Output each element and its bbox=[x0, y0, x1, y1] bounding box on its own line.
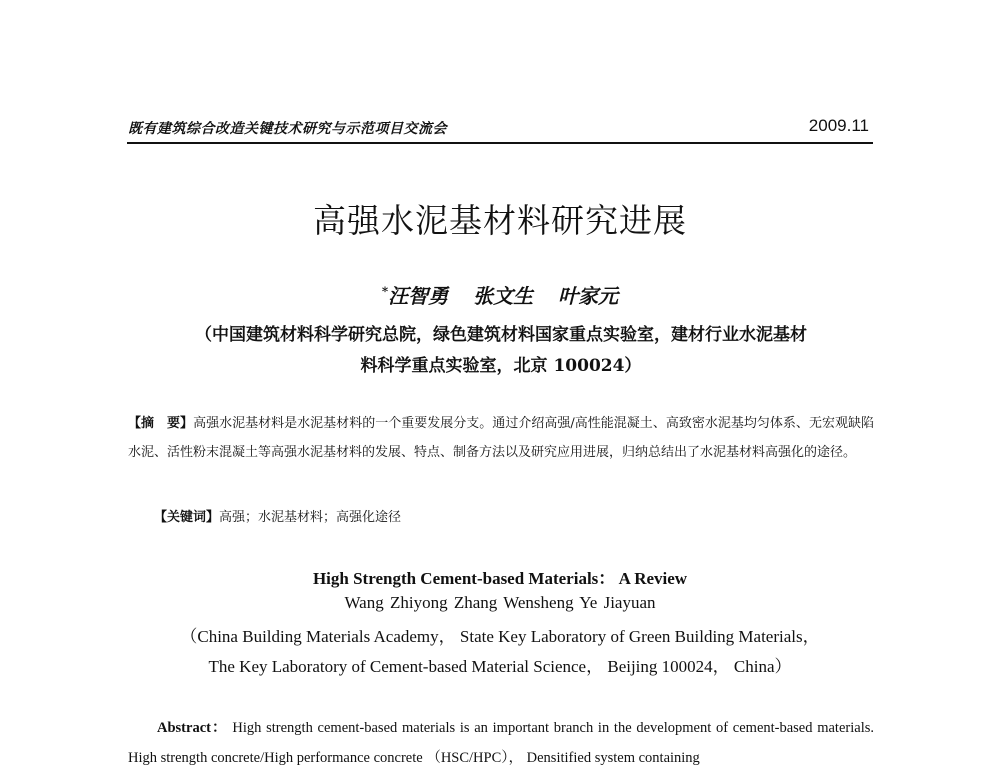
running-header-conference: 既有建筑综合改造关键技术研究与示范项目交流会 bbox=[128, 121, 447, 137]
affiliation-en-line2: The Key Laboratory of Cement-based Material Science， Beijing 100024， China） bbox=[208, 657, 792, 676]
affiliation-zh-line1: （中国建筑材料科学研究总院，绿色建筑材料国家重点实验室，建材行业水泥基材 bbox=[195, 325, 807, 345]
abstract-zh bbox=[128, 409, 874, 467]
abstract-en-text: High strength cement-based materials is an important branch in the development of cement-based materials. High strength concrete/High performance concrete （HSC/HPC）， Densitified system containing bbox=[128, 720, 874, 766]
authors-en: Wang Zhiyong Zhang Wensheng Ye Jiayuan bbox=[344, 593, 656, 612]
keywords-zh-text: 高强；水泥基材料；高强化途径 bbox=[219, 510, 402, 525]
abstract-zh-label: 【摘 要】 bbox=[128, 416, 194, 431]
abstract-en bbox=[128, 713, 874, 773]
paper-title-zh: 高强水泥基材料研究进展 bbox=[313, 201, 687, 240]
affiliation-zh bbox=[128, 320, 874, 382]
running-header-date: 2009.11 bbox=[808, 116, 869, 135]
keywords-zh-label: 【关键词】 bbox=[154, 510, 220, 525]
affiliation-zh-line2: 料科学重点实验室，北京 100024） bbox=[360, 356, 642, 376]
corresponding-author-mark: * bbox=[381, 284, 389, 299]
header-rule bbox=[127, 142, 873, 144]
affiliation-en bbox=[0, 622, 1000, 682]
author-names-zh: 汪智勇 张文生 叶家元 bbox=[388, 284, 619, 308]
paper-title-en: High Strength Cement-based Materials： A Review bbox=[312, 569, 688, 588]
affiliation-en-line1: （China Building Materials Academy， State Key Laboratory of Green Building Materials， bbox=[180, 627, 820, 646]
keywords-zh bbox=[128, 503, 874, 532]
abstract-zh-text: 高强水泥基材料是水泥基材料的一个重要发展分支。通过介绍高强/高性能混凝土、高致密水泥基均匀体系、无宏观缺陷水泥、活性粉末混凝土等高强水泥基材料的发展、特点、制备方法以及研究应用进展，归纳总结出了水泥基材料高强化的途径。 bbox=[128, 416, 874, 460]
authors-zh bbox=[0, 280, 1000, 309]
abstract-en-label: Abstract： bbox=[157, 720, 228, 736]
